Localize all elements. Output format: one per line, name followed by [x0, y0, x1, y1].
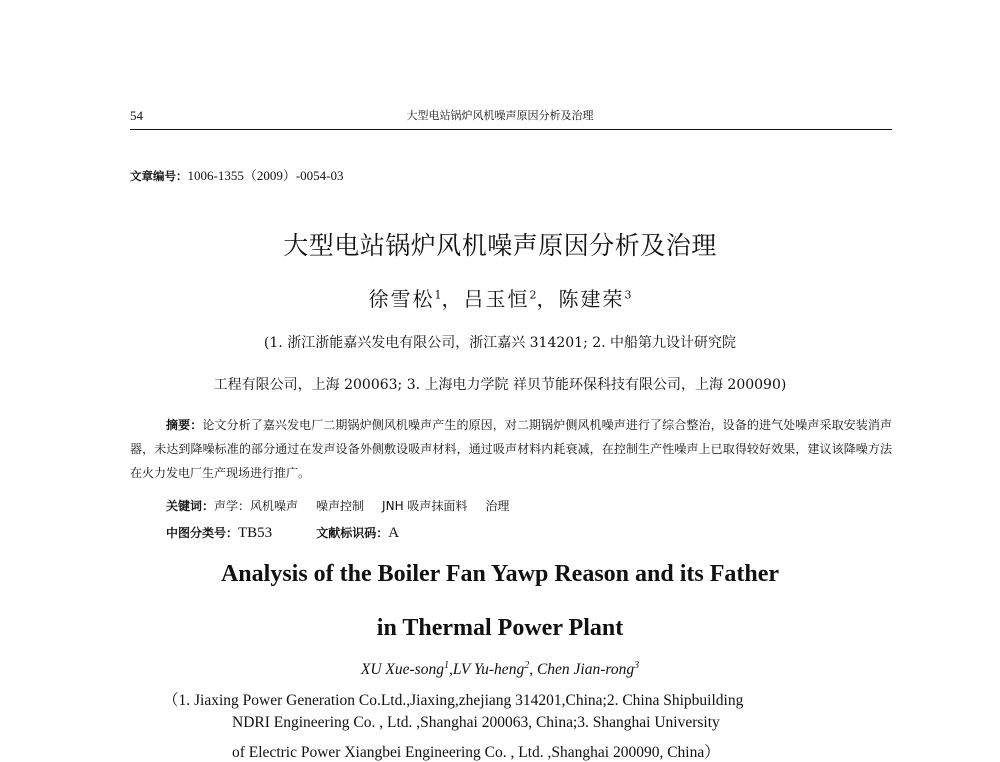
author-cn-name: 吕玉恒 — [463, 287, 530, 311]
affiliation-cn-line: 工程有限公司，上海 200063; 3. 上海电力学院 祥贝节能环保科技有限公司，上海 200090) — [213, 377, 787, 393]
clc-value: TB53 — [238, 525, 273, 541]
author-cn-name: 陈建荣 — [558, 287, 625, 311]
keyword: 声学：风机噪声 — [214, 499, 299, 513]
affiliation-en-line: （1. Jiaxing Power Generation Co.Ltd.,Jiaxing,zhejiang 314201,China;2. China Shipbuilding — [163, 692, 744, 709]
keywords-label: 关键词： — [166, 499, 215, 513]
affiliation-cn-line: (1. 浙江浙能嘉兴发电有限公司，浙江嘉兴 314201; 2. 中船第九设计研究院 — [263, 335, 737, 351]
authors-cn — [0, 283, 1000, 312]
author-en-mark: 3 — [634, 660, 640, 671]
keyword: JNH 吸声抹面料 — [382, 499, 468, 513]
article-id-label: 文章编号： — [130, 169, 188, 183]
author-en-name: LV Yu-heng — [452, 661, 525, 679]
doc-code-value: A — [388, 525, 400, 541]
title-cn: 大型电站锅炉风机噪声原因分析及治理 — [283, 231, 717, 260]
page-number: 54 — [130, 108, 143, 123]
author-en-mark: 2 — [524, 660, 530, 671]
affiliation-en-line: NDRI Engineering Co. , Ltd. ,Shanghai 200063, China;3. Shanghai University — [232, 714, 720, 731]
article-id-value: 1006-1355（2009）-0054-03 — [187, 168, 344, 183]
clc-label: 中图分类号： — [166, 526, 239, 540]
author-cn-sep: ， — [441, 287, 464, 311]
abstract-label: 摘要： — [166, 418, 203, 432]
author-cn-mark: 3 — [624, 288, 632, 302]
author-cn-mark: 2 — [529, 288, 537, 302]
author-cn-name: 徐雪松 — [368, 287, 435, 311]
author-en-name: XU Xue-song — [360, 661, 444, 679]
title-en-line: Analysis of the Boiler Fan Yawp Reason and its Father — [220, 561, 780, 587]
running-header: 大型电站锅炉风机噪声原因分析及治理 — [406, 109, 594, 122]
keyword: 噪声控制 — [316, 499, 365, 513]
keywords — [166, 497, 527, 514]
title-en-line: in Thermal Power Plant — [376, 615, 624, 641]
keyword: 治理 — [485, 499, 510, 513]
author-cn-mark: 1 — [434, 288, 442, 302]
author-en-mark: 1 — [443, 660, 449, 671]
classification — [166, 524, 399, 542]
abstract — [130, 413, 892, 485]
authors-en: XU Xue-song$^1$,LV Yu-heng$^2$, Chen Jian-rong$^3$ — [360, 660, 640, 679]
article-id — [130, 165, 344, 184]
abstract-text: 论文分析了嘉兴发电厂二期锅炉侧风机噪声产生的原因，对二期锅炉侧风机噪声进行了综合整治，设备的进气处噪声采取安装消声器，未达到降噪标准的部分通过在发声设备外侧敷设吸声材料，通过吸声材料内耗衰减，在控制生产性噪声上已取得较好效果，建议该降噪方法在火力发电厂生产现场进行推广。 — [130, 418, 892, 480]
author-en-name: Chen Jian-rong — [536, 661, 635, 679]
header-rule — [130, 129, 892, 130]
author-cn-sep: ， — [536, 287, 559, 311]
affiliation-en-line: of Electric Power Xiangbei Engineering Co. , Ltd. ,Shanghai 200090, China） — [232, 744, 720, 761]
doc-code-label: 文献标识码： — [316, 526, 389, 540]
